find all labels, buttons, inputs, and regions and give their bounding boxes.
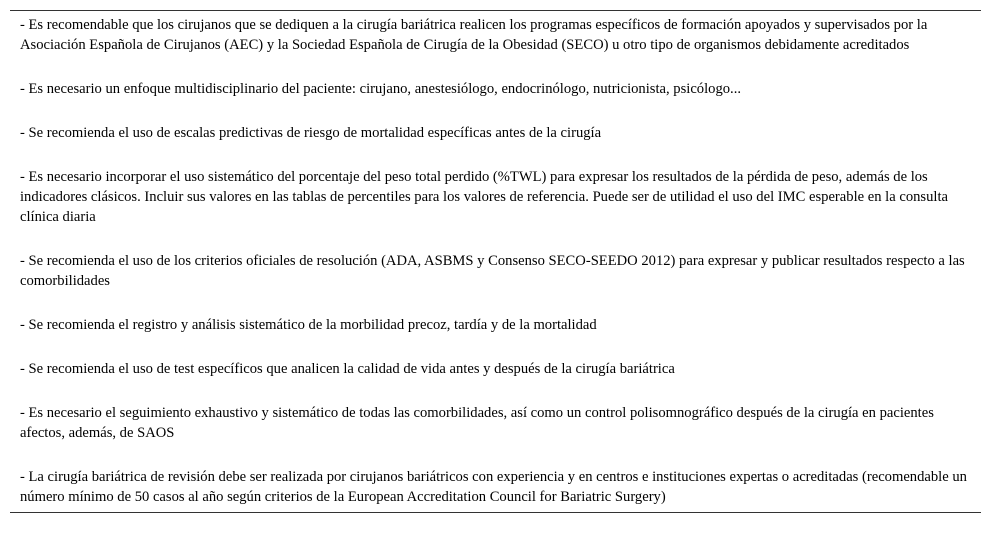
spacer	[20, 143, 969, 167]
recommendation-1: - Es recomendable que los cirujanos que se dediquen a la cirugía bariátrica realicen los programas específicos de formación apoyados y supervisados por la Asociación Española de Cirujanos (AEC) y la Sociedad Española de Cirugía de la Obesidad (SECO) u otro tipo de organismos debidamente acreditados	[20, 17, 928, 53]
recommendations-table	[10, 10, 981, 513]
recommendation-4: - Es necesario incorporar el uso sistemático del porcentaje del peso total perdido (%TWL) para expresar los resultados de la pérdida de peso, además de los indicadores clásicos. Incluir sus valores en las tablas de percentiles para los valores de referencia. Puede ser de utilidad el uso del IMC esperable en la consulta clínica diaria	[20, 169, 948, 225]
recommendation-2: - Es necesario un enfoque multidisciplinario del paciente: cirujano, anestesiólogo, endocrinólogo, nutricionista, psicólogo...	[20, 81, 741, 97]
recommendation-7: - Se recomienda el uso de test específicos que analicen la calidad de vida antes y después de la cirugía bariátrica	[20, 361, 675, 377]
recommendations-table-body	[10, 11, 981, 512]
spacer	[20, 55, 969, 79]
spacer	[20, 99, 969, 123]
recommendation-5: - Se recomienda el uso de los criterios oficiales de resolución (ADA, ASBMS y Consenso SECO-SEEDO 2012) para expresar y publicar resultados respecto a las comorbilidades	[20, 253, 965, 289]
spacer	[20, 379, 969, 403]
spacer	[20, 443, 969, 467]
recommendation-8: - Es necesario el seguimiento exhaustivo y sistemático de todas las comorbilidades, así como un control polisomnográfico después de la cirugía en pacientes afectos, además, de SAOS	[20, 405, 934, 441]
recommendation-6: - Se recomienda el registro y análisis sistemático de la morbilidad precoz, tardía y de la mortalidad	[20, 317, 597, 333]
table-row	[10, 11, 981, 512]
table-cell	[10, 11, 981, 512]
spacer	[20, 335, 969, 359]
spacer	[20, 227, 969, 251]
spacer	[20, 291, 969, 315]
recommendation-9: - La cirugía bariátrica de revisión debe ser realizada por cirujanos bariátricos con experiencia y en centros e instituciones expertas o acreditadas (recomendable un número mínimo de 50 casos al año según criterios de la European Accreditation Council for Bariatric Surgery)	[20, 469, 967, 505]
recommendation-3: - Se recomienda el uso de escalas predictivas de riesgo de mortalidad específicas antes de la cirugía	[20, 125, 602, 141]
